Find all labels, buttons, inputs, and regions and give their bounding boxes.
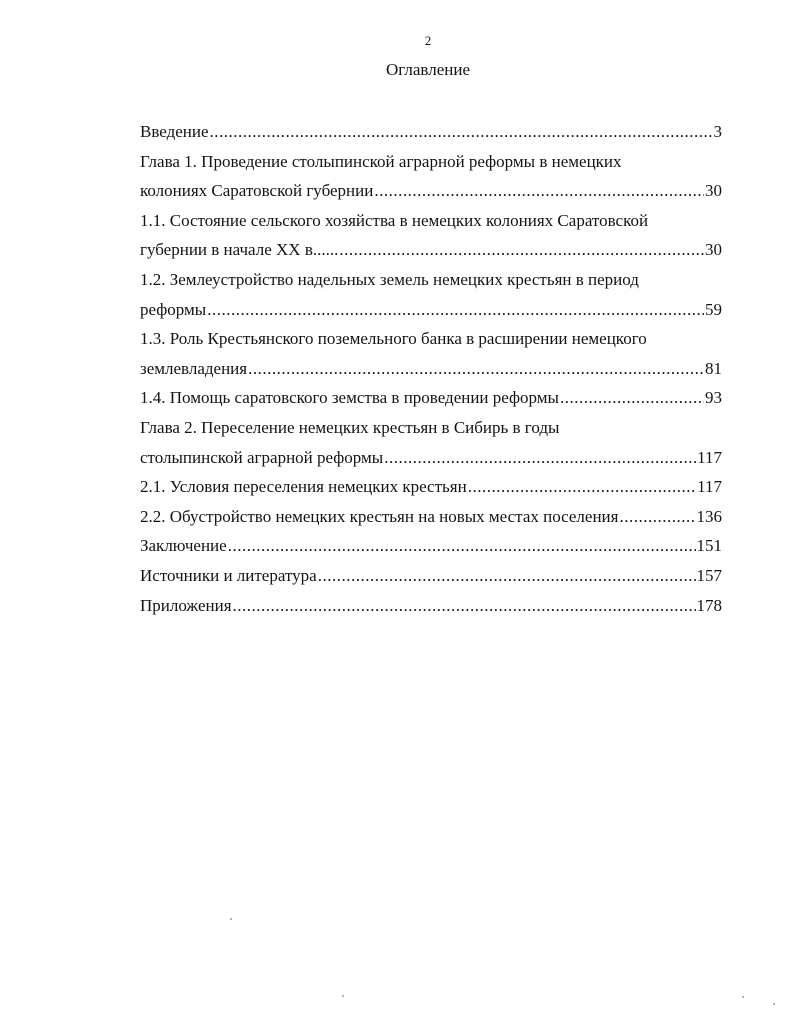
dot-leader: [248, 354, 704, 384]
dot-leader: [339, 235, 704, 265]
toc-entry-section-1-3[interactable]: [140, 324, 722, 354]
toc-entry-page: 117: [697, 447, 722, 467]
toc-entry-chapter-2[interactable]: [140, 413, 722, 443]
toc-entry-page: 30: [705, 240, 722, 260]
toc-entry-appendices[interactable]: [140, 591, 722, 621]
toc-entry-section-1-1-cont[interactable]: [140, 235, 722, 265]
dot-leader: [374, 176, 704, 206]
dot-leader: [560, 383, 704, 413]
toc-entry-title: 1.3. Роль Крестьянского поземельного банка в расширении немецкого: [140, 329, 647, 349]
table-of-contents: [140, 117, 722, 620]
toc-entry-section-2-1[interactable]: [140, 472, 722, 502]
toc-entry-title: Глава 2. Переселение немецких крестьян в Сибирь в годы: [140, 417, 560, 437]
dot-leader: [619, 502, 695, 532]
toc-entry-title: 1.2. Землеустройство надельных земель немецких крестьян в период: [140, 269, 639, 289]
toc-entry-title: Заключение: [140, 536, 227, 556]
toc-entry-sources[interactable]: [140, 561, 722, 591]
toc-entry-section-2-2[interactable]: [140, 502, 722, 532]
dot-leader: [228, 531, 696, 561]
scan-speck: [773, 1003, 775, 1005]
page-number: 2: [424, 33, 432, 48]
scan-speck: [342, 995, 344, 997]
toc-entry-chapter-1-cont[interactable]: [140, 176, 722, 206]
toc-entry-introduction[interactable]: [140, 117, 722, 147]
dot-leader: [468, 472, 696, 502]
toc-entry-section-1-1[interactable]: [140, 206, 722, 236]
toc-entry-page: 136: [696, 506, 722, 526]
toc-entry-conclusion[interactable]: [140, 531, 722, 561]
toc-entry-title: 2.1. Условия переселения немецких крестьян: [140, 477, 467, 497]
dot-leader: [207, 295, 704, 325]
toc-entry-page: 59: [705, 299, 722, 319]
dot-leader: [318, 561, 696, 591]
toc-entry-section-1-2-cont[interactable]: [140, 295, 722, 325]
toc-entry-page: 151: [696, 536, 722, 556]
toc-entry-title: реформы: [140, 299, 207, 319]
toc-entry-page: 93: [705, 388, 722, 408]
toc-entry-title: землевладения: [140, 358, 248, 378]
toc-entry-page: 178: [696, 595, 722, 615]
toc-entry-title: 1.4. Помощь саратовского земства в проведении реформы: [140, 388, 559, 408]
scan-speck: [230, 918, 232, 920]
toc-entry-title: 1.1. Состояние сельского хозяйства в немецких колониях Саратовской: [140, 210, 649, 230]
toc-entry-section-1-3-cont[interactable]: [140, 354, 722, 384]
toc-entry-title: Приложения: [140, 595, 232, 615]
dot-leader: [210, 117, 713, 147]
toc-entry-page: 30: [705, 181, 722, 201]
toc-entry-page: 157: [696, 565, 722, 585]
toc-entry-page: 81: [705, 358, 722, 378]
toc-entry-title: Глава 1. Проведение столыпинской аграрной реформы в немецких: [140, 151, 622, 171]
dot-leader: [384, 443, 696, 473]
toc-entry-page: 3: [713, 122, 722, 141]
page-title: Оглавление: [386, 60, 470, 79]
toc-entry-title: Источники и литература: [140, 565, 317, 585]
toc-entry-section-1-4[interactable]: [140, 383, 722, 413]
toc-entry-section-1-2[interactable]: [140, 265, 722, 295]
dot-leader: [233, 591, 696, 621]
toc-entry-title: столыпинской аграрной реформы: [140, 447, 384, 467]
toc-entry-title: губернии в начале XX в......: [140, 240, 339, 260]
toc-entry-title: Введение: [140, 122, 209, 141]
toc-entry-chapter-2-cont[interactable]: [140, 443, 722, 473]
toc-entry-title: 2.2. Обустройство немецких крестьян на новых местах поселения: [140, 506, 619, 526]
toc-entry-page: 117: [697, 477, 722, 497]
toc-entry-chapter-1[interactable]: [140, 147, 722, 177]
scan-speck: [742, 996, 744, 998]
toc-entry-title: колониях Саратовской губернии: [140, 181, 374, 201]
